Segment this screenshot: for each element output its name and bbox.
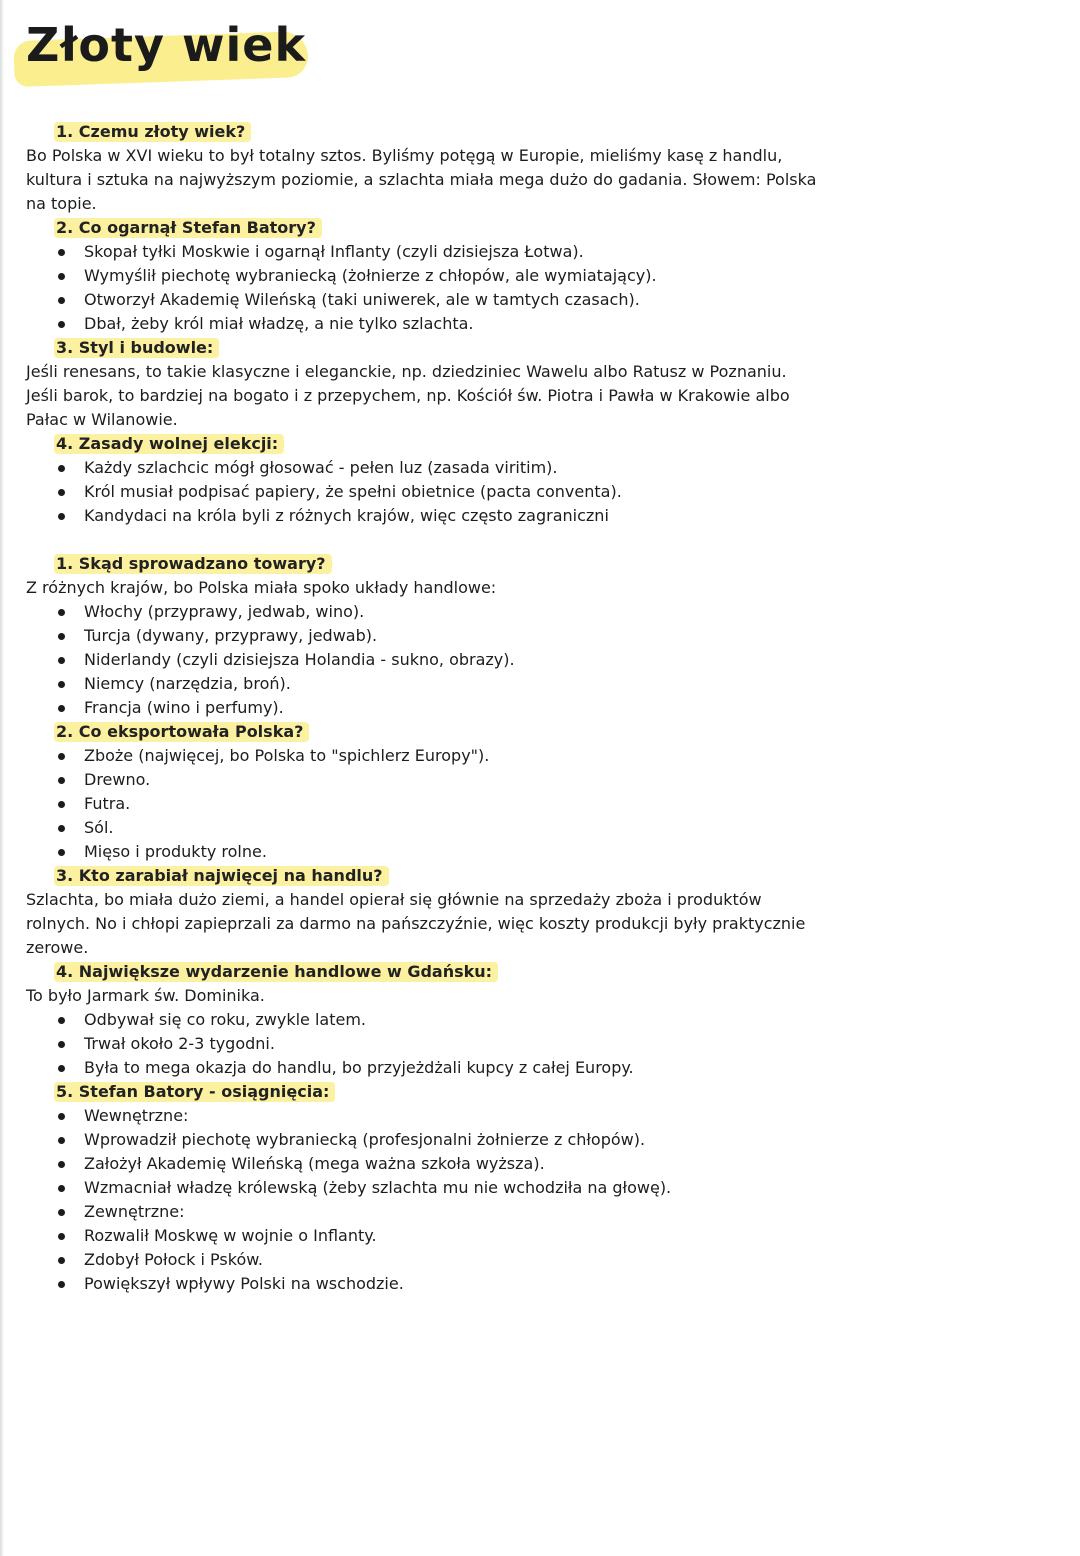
list-item: Wzmacniał władzę królewską (żeby szlachta mu nie wchodziła na głowę). [26, 1176, 826, 1200]
list-item: Drewno. [26, 768, 826, 792]
question-text: 3. Styl i budowle: [54, 338, 219, 358]
question-heading [54, 552, 826, 576]
question-heading [54, 960, 826, 984]
list-item: Zdobył Połock i Psków. [26, 1248, 826, 1272]
list-item: Turcja (dywany, przyprawy, jedwab). [26, 624, 826, 648]
bullet-list [26, 1104, 826, 1296]
list-item: Trwał około 2-3 tygodni. [26, 1032, 826, 1056]
answer-paragraph: Bo Polska w XVI wieku to był totalny sztos. Byliśmy potęgą w Europie, mieliśmy kasę z handlu, kultura i sztuka na najwyższym poziomie, a szlachta miała mega dużo do gadania. Słowem: Polska na topie. [26, 146, 817, 213]
list-item: Francja (wino i perfumy). [26, 696, 826, 720]
question-block [26, 216, 826, 336]
answer-paragraph: Jeśli renesans, to takie klasyczne i eleganckie, np. dziedziniec Wawelu albo Ratusz w Poznaniu. [26, 362, 787, 381]
question-text: 4. Zasady wolnej elekcji: [54, 434, 284, 454]
list-item: Sól. [26, 816, 826, 840]
question-block [26, 552, 826, 720]
list-item: Założył Akademię Wileńską (mega ważna szkoła wyższa). [26, 1152, 826, 1176]
question-heading [54, 216, 826, 240]
question-text: 1. Skąd sprowadzano towary? [54, 554, 332, 574]
answer-paragraph: Z różnych krajów, bo Polska miała spoko układy handlowe: [26, 578, 497, 597]
list-item: Wewnętrzne: [26, 1104, 826, 1128]
list-item: Wymyślił piechotę wybraniecką (żołnierze z chłopów, ale wymiatający). [26, 264, 826, 288]
answer-paragraph: To było Jarmark św. Dominika. [26, 986, 265, 1005]
page-edge [0, 0, 4, 1556]
list-item: Otworzył Akademię Wileńską (taki uniwerek, ale w tamtych czasach). [26, 288, 826, 312]
question-heading [54, 336, 826, 360]
question-block [26, 120, 826, 216]
question-block [26, 960, 826, 1080]
answer-paragraph: Szlachta, bo miała dużo ziemi, a handel opierał się głównie na sprzedaży zboża i produktów rolnych. No i chłopi zapieprzali za darmo na pańszczyźnie, więc koszty produkcji były praktycznie zerowe. [26, 890, 806, 957]
answer-paragraph: Jeśli barok, to bardziej na bogato i z przepychem, np. Kościół św. Piotra i Pawła w Krakowie albo Pałac w Wilanowie. [26, 386, 790, 429]
bullet-list [26, 600, 826, 720]
list-item: Niemcy (narzędzia, broń). [26, 672, 826, 696]
notes-section [26, 120, 826, 528]
list-item: Powiększył wpływy Polski na wschodzie. [26, 1272, 826, 1296]
list-item: Niderlandy (czyli dzisiejsza Holandia - sukno, obrazy). [26, 648, 826, 672]
list-item: Dbał, żeby król miał władzę, a nie tylko szlachta. [26, 312, 826, 336]
list-item: Skopał tyłki Moskwie i ogarnął Inflanty (czyli dzisiejsza Łotwa). [26, 240, 826, 264]
bullet-list [26, 240, 826, 336]
list-item: Zewnętrzne: [26, 1200, 826, 1224]
question-text: 4. Największe wydarzenie handlowe w Gdańsku: [54, 962, 498, 982]
question-heading [54, 864, 826, 888]
question-block [26, 336, 826, 432]
question-block [26, 720, 826, 864]
question-block [26, 864, 826, 960]
notes-section [26, 552, 826, 1296]
question-heading [54, 120, 826, 144]
question-heading [54, 1080, 826, 1104]
list-item: Każdy szlachcic mógł głosować - pełen luz (zasada viritim). [26, 456, 826, 480]
list-item: Kandydaci na króla byli z różnych krajów, więc często zagraniczni [26, 504, 826, 528]
page-title: Złoty wiek [26, 18, 307, 72]
question-heading [54, 432, 826, 456]
list-item: Odbywał się co roku, zwykle latem. [26, 1008, 826, 1032]
list-item: Król musiał podpisać papiery, że spełni obietnice (pacta conventa). [26, 480, 826, 504]
question-heading [54, 720, 826, 744]
list-item: Była to mega okazja do handlu, bo przyjeżdżali kupcy z całej Europy. [26, 1056, 826, 1080]
question-text: 5. Stefan Batory - osiągnięcia: [54, 1082, 335, 1102]
list-item: Futra. [26, 792, 826, 816]
list-item: Mięso i produkty rolne. [26, 840, 826, 864]
question-text: 3. Kto zarabiał najwięcej na handlu? [54, 866, 389, 886]
list-item: Rozwalił Moskwę w wojnie o Inflanty. [26, 1224, 826, 1248]
bullet-list [26, 456, 826, 528]
list-item: Zboże (najwięcej, bo Polska to "spichlerz Europy"). [26, 744, 826, 768]
bullet-list [26, 1008, 826, 1080]
notes-content [26, 120, 826, 1296]
list-item: Włochy (przyprawy, jedwab, wino). [26, 600, 826, 624]
list-item: Wprowadził piechotę wybraniecką (profesjonalni żołnierze z chłopów). [26, 1128, 826, 1152]
question-text: 2. Co eksportowała Polska? [54, 722, 309, 742]
question-block [26, 432, 826, 528]
title-area [14, 10, 306, 80]
question-text: 2. Co ogarnął Stefan Batory? [54, 218, 322, 238]
question-block [26, 1080, 826, 1296]
bullet-list [26, 744, 826, 864]
question-text: 1. Czemu złoty wiek? [54, 122, 251, 142]
